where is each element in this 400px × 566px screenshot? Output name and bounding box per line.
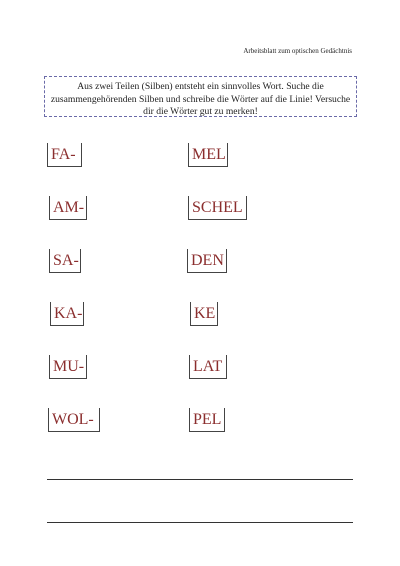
instructions-box: Aus zwei Teilen (Silben) entsteht ein sinnvolles Wort. Suche die zusammengehörenden Silben und schreibe die Wörter auf die Linie! Versuche dir die Wörter gut zu merken!	[44, 76, 357, 117]
syllable-left-4: KA-	[50, 302, 84, 326]
syllable-right-3: DEN	[187, 249, 227, 273]
syllable-left-5: MU-	[49, 355, 87, 379]
syllable-right-4: KE	[190, 302, 218, 326]
syllable-right-2: SCHEL	[188, 196, 247, 220]
answer-line-2[interactable]	[47, 522, 353, 523]
syllable-left-1: FA-	[47, 143, 82, 167]
answer-line-1[interactable]	[47, 479, 353, 480]
syllable-right-1: MEL	[188, 143, 228, 167]
syllable-right-5: LAT	[189, 355, 227, 379]
syllable-right-6: PEL	[189, 408, 225, 432]
worksheet-title: Arbeitsblatt zum optischen Gedächtnis	[243, 47, 352, 55]
syllable-left-2: AM-	[49, 196, 87, 220]
syllable-left-6: WOL-	[48, 408, 100, 432]
syllable-left-3: SA-	[49, 249, 81, 273]
